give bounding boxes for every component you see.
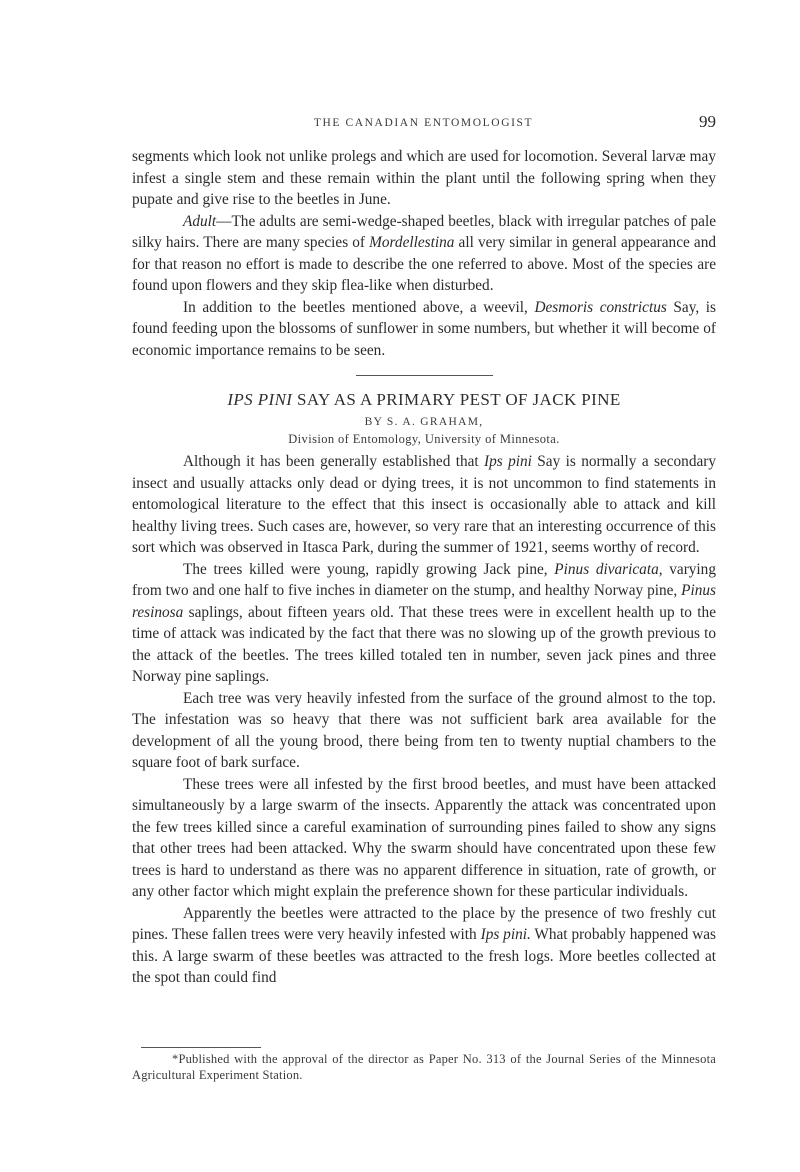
species-name: Pinus divaricata, xyxy=(554,560,663,578)
article-paragraph: Apparently the beetles were attracted to the place by the presence of two freshly cut pines. These fallen trees were very heavily infested with Ips pini. What probably happened was this. A large swarm of these beetles was attracted to the fresh logs. More beetles collected at the spot than could find xyxy=(132,904,716,986)
species-name: Ips pini. xyxy=(480,926,531,943)
adult-paragraph: Adult—The adults are semi-wedge-shaped beetles, black with irregular patches of pale silky hairs. There are many species of Mordellestina all very similar in general appearance and for that reason no effort is made to describe the one referred to above. Most of the species are found upon flowers and they skip flea-like when disturbed. xyxy=(132,212,716,294)
genus-name: Mordellestina xyxy=(369,234,455,251)
species-name: Pinus resinosa xyxy=(132,582,716,621)
running-head xyxy=(131,112,716,136)
continued-paragraph: segments which look not unlike prolegs and which are used for locomotion. Several larvæ may infest a single stem and these remain within the plant until the following spring when they pupate and give rise to the beetles in June. xyxy=(132,148,716,208)
article-paragraph: Although it has been generally established that Ips pini Say is normally a secondary insect and usually attacks only dead or dying trees, it is not uncommon to find statements in entomological literature to the effect that this insect is occasionally able to attack and kill healthy living trees. Such cases are, however, so very rare that an interesting occurrence of this sort which was observed in Itasca Park, during the summer of 1921, seems worthy of record. xyxy=(132,453,716,556)
page-number: 99 xyxy=(699,112,716,131)
adult-label: Adult xyxy=(183,212,217,230)
author-affiliation: Division of Entomology, University of Minnesota. xyxy=(288,432,560,446)
journal-title: THE CANADIAN ENTOMOLOGIST xyxy=(313,117,534,129)
species-name: Desmoris constrictus xyxy=(534,298,667,316)
species-name: Ips pini xyxy=(484,453,532,470)
article-title: IPS PINI SAY AS A PRIMARY PEST OF JACK PINE xyxy=(227,390,621,409)
article-paragraph: These trees were all infested by the first brood beetles, and must have been attacked simultaneously by a large swarm of the insects. Apparently the attack was concentrated upon the few trees killed since a careful examination of surrounding pines failed to show any signs that other trees had been attacked. Why the swarm should have concentrated upon these few trees is hard to understand as there was no apparent difference in situation, rate of growth, or any other factor which might explain the preference shown for these particular individuals. xyxy=(132,775,716,900)
footnote: *Published with the approval of the director as Paper No. 313 of the Journal Series of the Minnesota Agricultural Experiment Station. xyxy=(132,1052,716,1082)
article-paragraph: The trees killed were young, rapidly growing Jack pine, Pinus divaricata, varying from two and one half to five inches in diameter on the stump, and healthy Norway pine, Pinus resinosa saplings, about fifteen years old. That these trees were in excellent health up to the time of attack was indicated by the fact that there was no slowing up of the growth previous to the attack of the beetles. The trees killed totaled ten in number, seven jack pines and three Norway pine saplings. xyxy=(132,560,716,685)
author-byline: BY S. A. GRAHAM, xyxy=(364,416,484,428)
section-divider xyxy=(356,375,493,376)
weevil-paragraph: In addition to the beetles mentioned above, a weevil, Desmoris constrictus Say, is found feeding upon the blossoms of sunflower in some numbers, but whether it will become of economic importance remains to be seen. xyxy=(132,298,716,359)
article-paragraph: Each tree was very heavily infested from the surface of the ground almost to the top. The infestation was so heavy that there was not sufficient bark area available for the development of all the young brood, there being from ten to twenty nuptial chambers to the square foot of bark surface. xyxy=(132,689,716,771)
page-body xyxy=(132,146,716,989)
footnote-rule xyxy=(141,1047,261,1048)
